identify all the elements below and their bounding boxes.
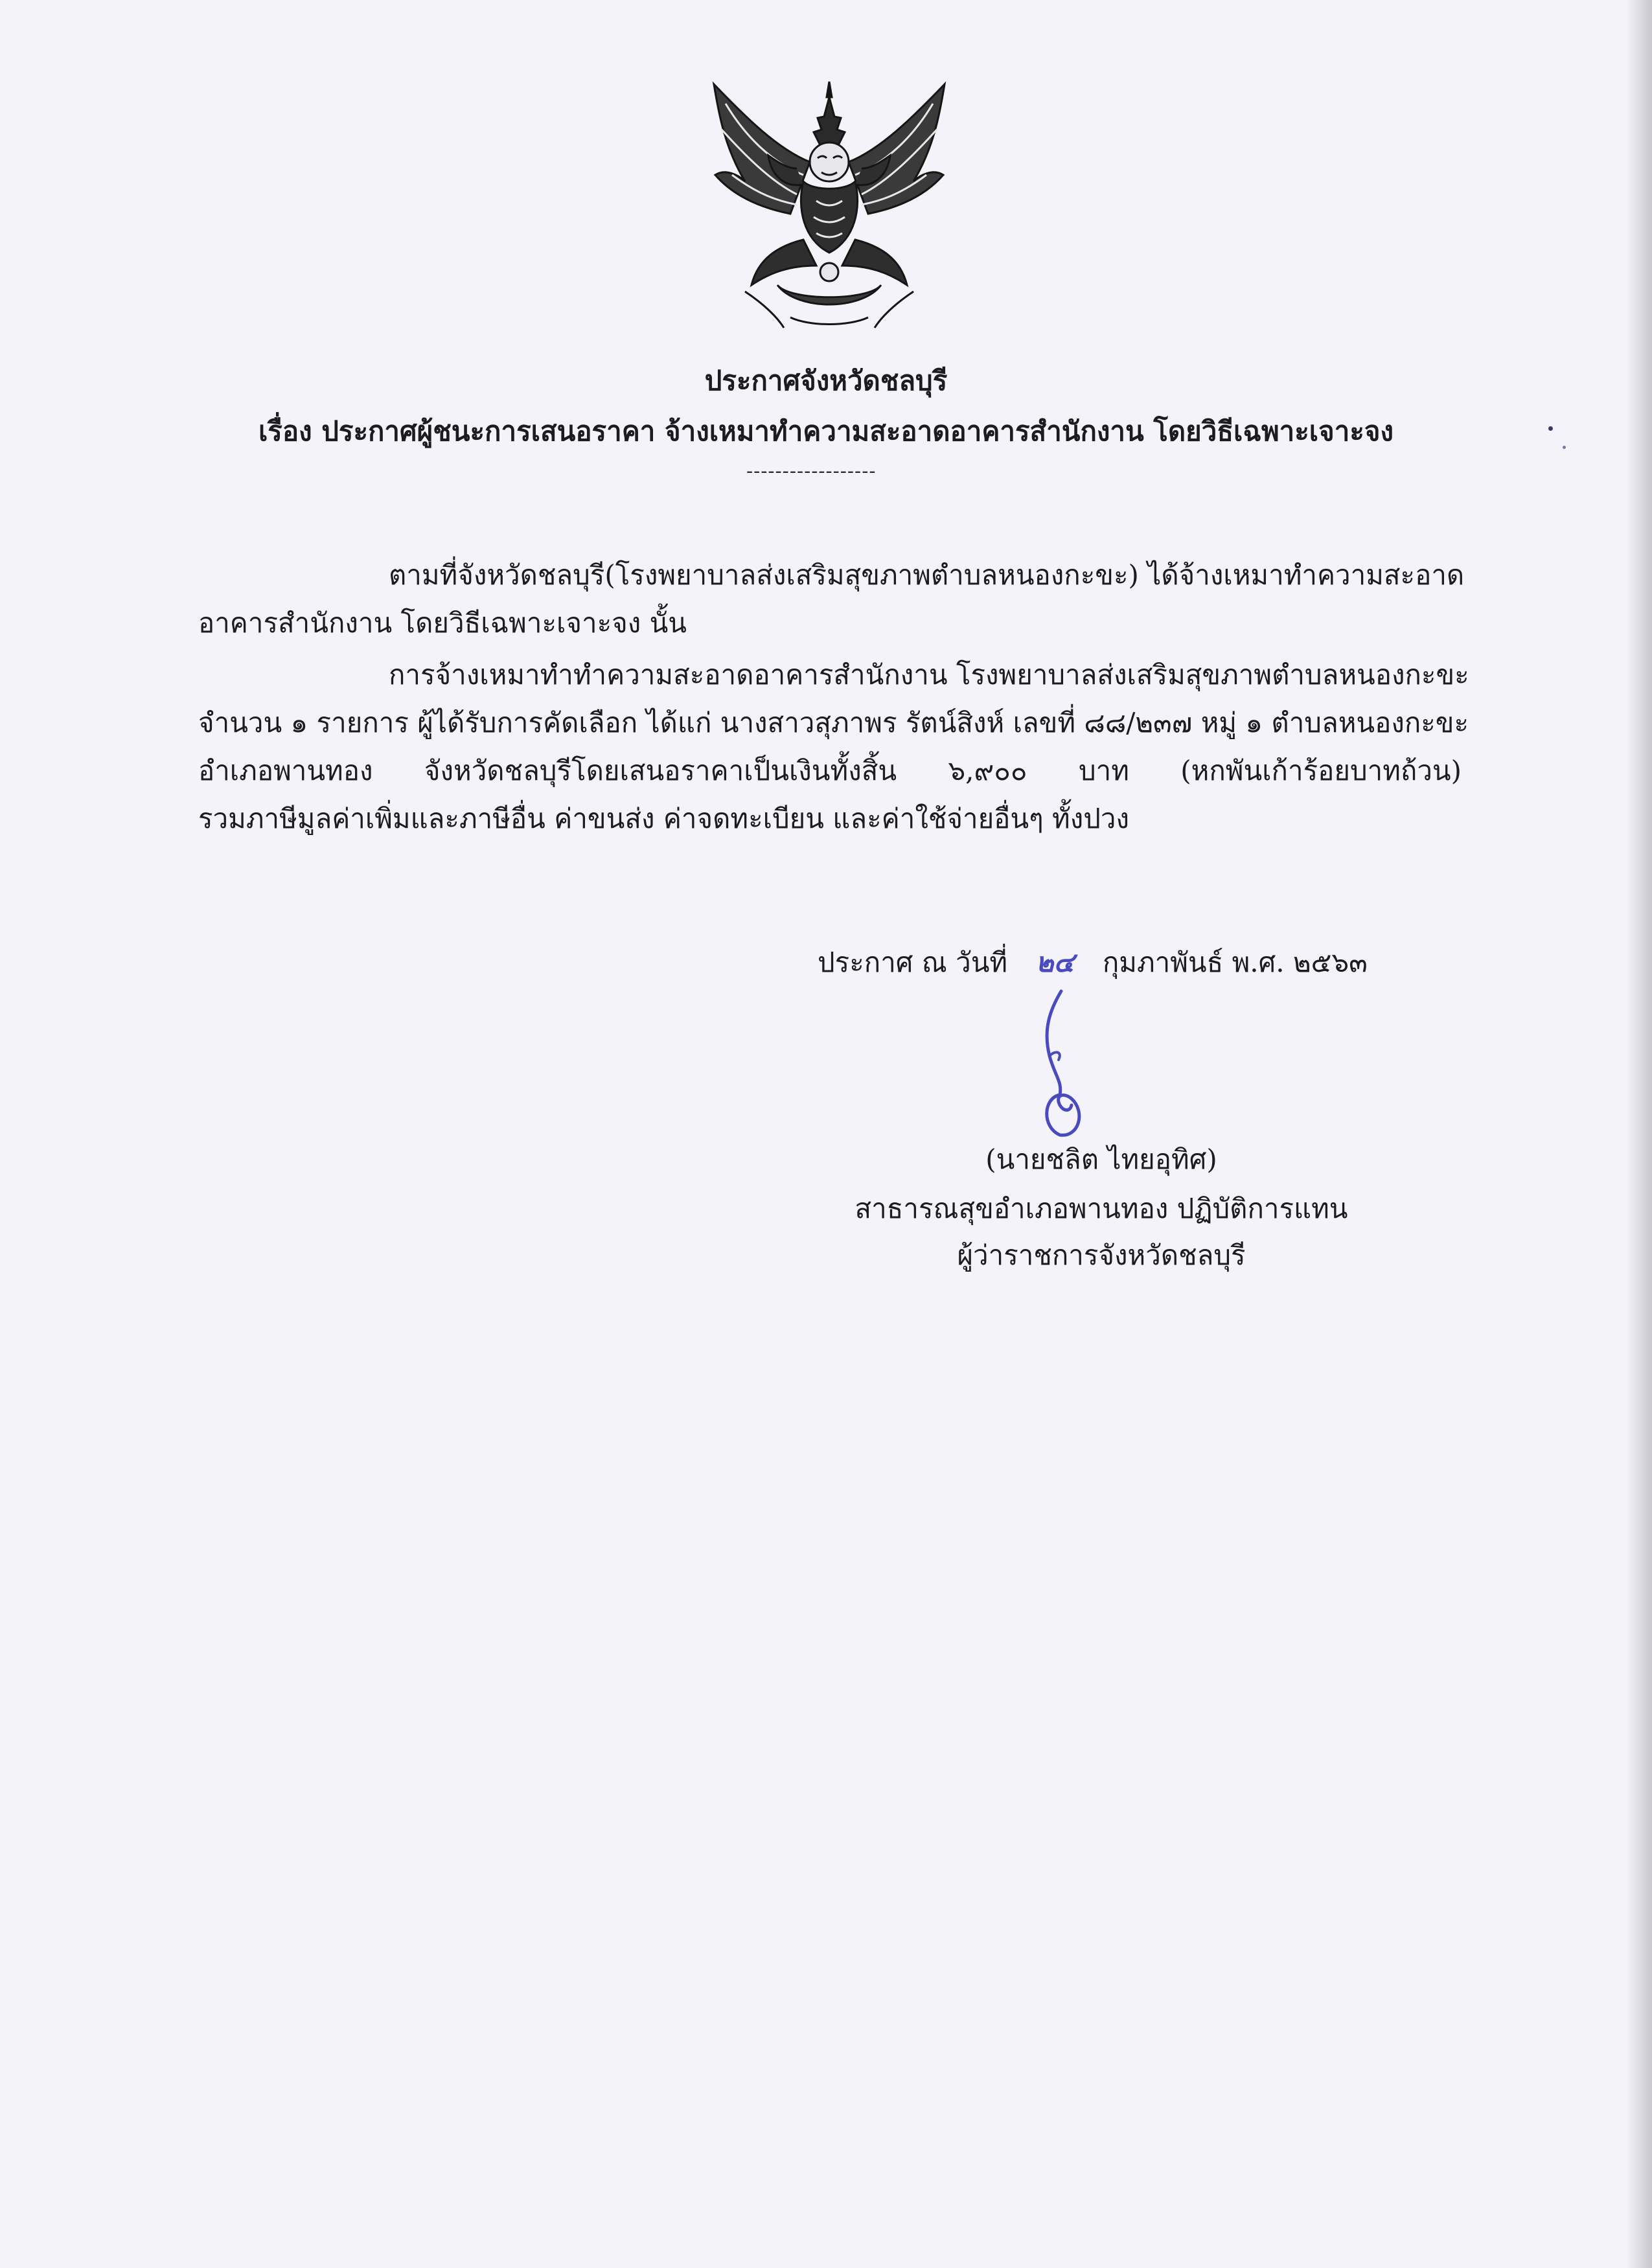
paper-speck <box>1563 446 1566 449</box>
paragraph-2-line-4: รวมภาษีมูลค่าเพิ่มและภาษีอื่น ค่าขนส่ง ค่าจดทะเบียน และค่าใช้จ่ายอื่นๆ ทั้งปวง <box>198 803 1129 834</box>
date-prefix: ประกาศ ณ วันที่ <box>818 946 1008 978</box>
paragraph-2-line-2: จำนวน ๑ รายการ ผู้ได้รับการคัดเลือก ได้แก่ นางสาวสุภาพร รัตน์สิงห์ เลขที่ ๘๘/๒๓๗ หมู่ ๑ ตำบลหนองกะขะ <box>198 707 1469 739</box>
announcement-date <box>818 945 1368 981</box>
paragraph-1-line-2: อาคารสำนักงาน โดยวิธีเฉพาะเจาะจง นั้น <box>198 607 687 639</box>
title-divider: ------------------ <box>746 460 877 483</box>
signatory-position: สาธารณสุขอำเภอพานทอง ปฏิบัติการแทน <box>855 1193 1348 1224</box>
garuda-emblem-icon <box>706 78 952 330</box>
date-day-handwritten: ๒๔ <box>1035 946 1075 978</box>
paper-speck <box>1548 426 1553 431</box>
paragraph-2-line-3: อำเภอพานทอง จังหวัดชลบุรีโดยเสนอราคาเป็นเงินทั้งสิ้น ๖,๙๐๐ บาท (หกพันเก้าร้อยบาทถ้วน) <box>198 755 1462 786</box>
date-suffix: กุมภาพันธ์ พ.ศ. ๒๕๖๓ <box>1102 946 1368 978</box>
paragraph-1-line-1: ตามที่จังหวัดชลบุรี(โรงพยาบาลส่งเสริมสุขภาพตำบลหนองกะขะ) ได้จ้างเหมาทำความสะอาด <box>389 559 1465 591</box>
signatory-name: (นายชลิต ไทยอุทิศ) <box>985 1143 1217 1175</box>
document-subject: เรื่อง ประกาศผู้ชนะการเสนอราคา จ้างเหมาทำความสะอาดอาคารสำนักงาน โดยวิธีเฉพาะเจาะจง <box>258 415 1394 447</box>
handwritten-signature-icon <box>1024 985 1101 1140</box>
document-title: ประกาศจังหวัดชลบุรี <box>704 365 948 396</box>
signatory-office: ผู้ว่าราชการจังหวัดชลบุรี <box>957 1239 1246 1271</box>
paper-edge-shadow <box>1626 0 1652 2268</box>
paragraph-2-line-1: การจ้างเหมาทำทำความสะอาดอาคารสำนักงาน โรงพยาบาลส่งเสริมสุขภาพตำบลหนองกะขะ <box>389 659 1469 691</box>
